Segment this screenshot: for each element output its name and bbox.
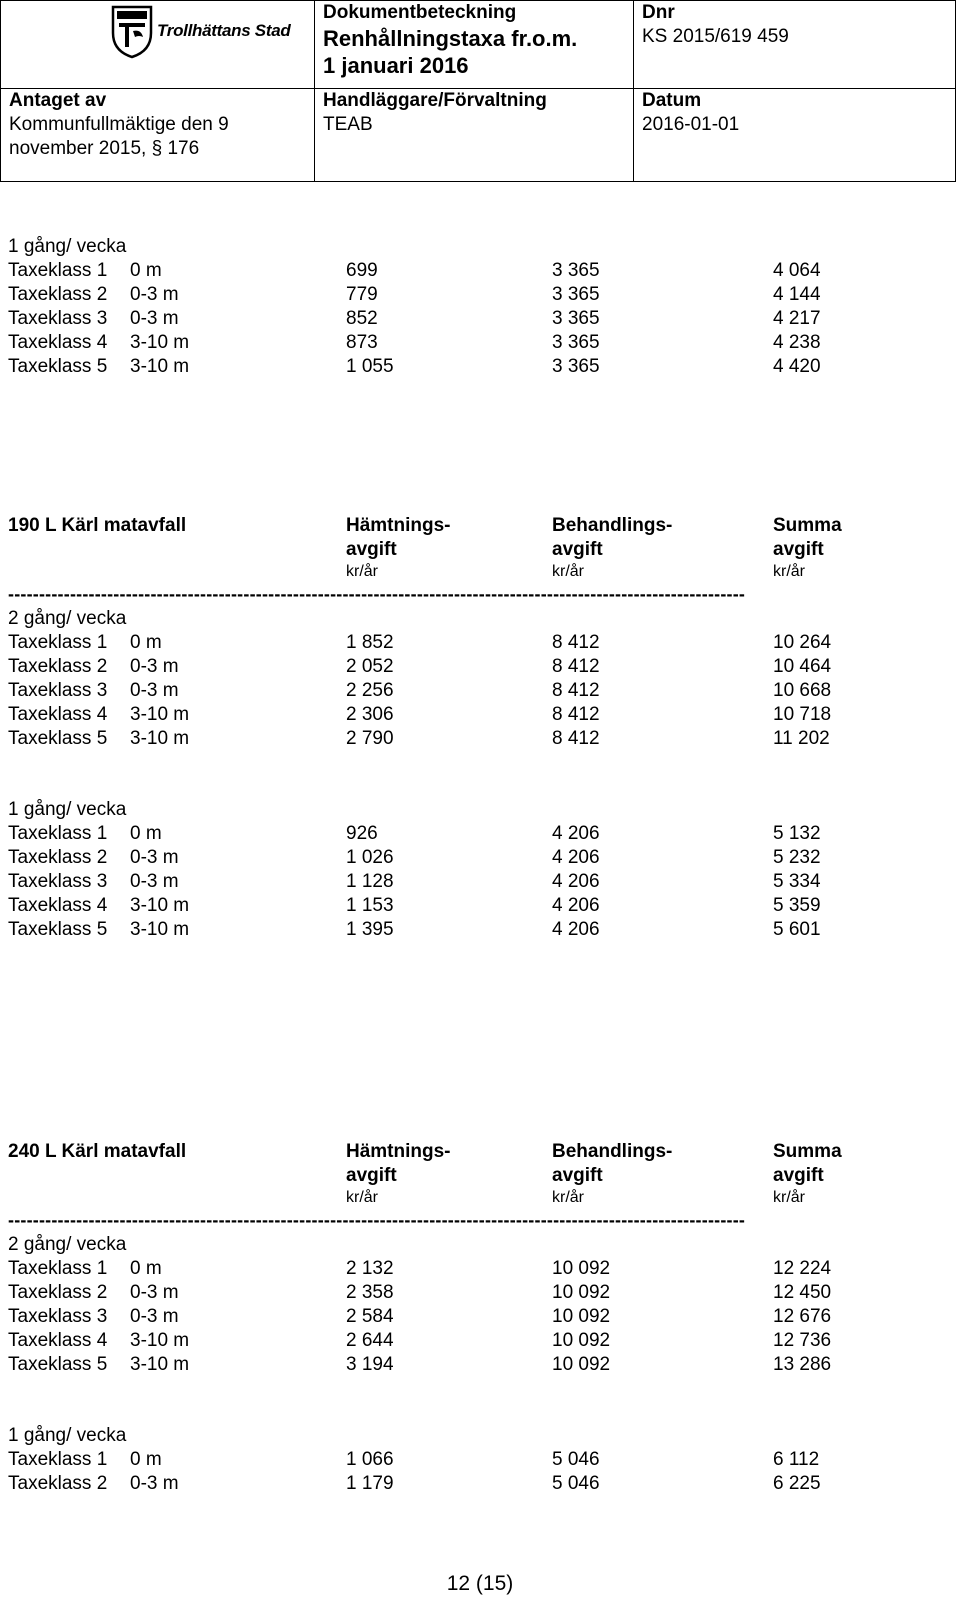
logo-text: Trollhättans Stad xyxy=(157,21,291,40)
total-fee-cell: 4 064 xyxy=(773,260,821,281)
col-header-total: Summa xyxy=(773,515,842,536)
tax-class-cell: Taxeklass 2 xyxy=(8,847,108,868)
total-fee-cell: 4 238 xyxy=(773,332,821,353)
total-fee-cell: 4 420 xyxy=(773,356,821,377)
dashed-divider: ----------------------------------------------------------------------------------------------------------------------- xyxy=(8,1210,746,1230)
dnr-label: Dnr xyxy=(642,2,675,23)
distance-cell: 0-3 m xyxy=(130,1306,179,1327)
collection-fee-cell: 2 052 xyxy=(346,656,394,677)
unit-label: kr/år xyxy=(346,563,378,580)
dashed-divider: ----------------------------------------------------------------------------------------------------------------------- xyxy=(8,584,746,604)
distance-cell: 3-10 m xyxy=(130,895,190,916)
table-row xyxy=(0,703,960,727)
total-fee-cell: 10 718 xyxy=(773,704,832,725)
table-row xyxy=(0,1281,960,1305)
treatment-fee-cell: 5 046 xyxy=(552,1449,600,1470)
total-fee-cell: 10 668 xyxy=(773,680,832,701)
treatment-fee-cell: 8 412 xyxy=(552,680,600,701)
tax-class-cell: Taxeklass 4 xyxy=(8,704,108,725)
total-fee-cell: 12 736 xyxy=(773,1330,832,1351)
distance-cell: 0-3 m xyxy=(130,308,179,329)
table-row xyxy=(0,631,960,655)
tax-class-cell: Taxeklass 5 xyxy=(8,728,108,749)
treatment-fee-cell: 10 092 xyxy=(552,1282,611,1303)
distance-cell: 0 m xyxy=(130,1258,162,1279)
adopted-label: Antaget av xyxy=(9,90,107,111)
collection-fee-cell: 699 xyxy=(346,260,378,281)
tax-class-cell: Taxeklass 1 xyxy=(8,823,108,844)
table-row xyxy=(0,259,960,283)
distance-cell: 0-3 m xyxy=(130,871,179,892)
total-fee-cell: 5 132 xyxy=(773,823,821,844)
tax-class-cell: Taxeklass 4 xyxy=(8,895,108,916)
table-row xyxy=(0,1472,960,1496)
frequency-label: 1 gång/ vecka xyxy=(8,799,127,820)
collection-fee-cell: 1 128 xyxy=(346,871,394,892)
dnr-cell xyxy=(634,1,956,89)
table-row xyxy=(0,307,960,331)
distance-cell: 3-10 m xyxy=(130,1354,190,1375)
col-header-treatment-2: avgift xyxy=(552,539,603,560)
treatment-fee-cell: 3 365 xyxy=(552,260,600,281)
handler-value: TEAB xyxy=(323,114,373,135)
col-header-treatment: Behandlings- xyxy=(552,1141,673,1162)
table-row xyxy=(0,846,960,870)
distance-cell: 0-3 m xyxy=(130,656,179,677)
dnr-value: KS 2015/619 459 xyxy=(642,26,789,47)
total-fee-cell: 12 450 xyxy=(773,1282,832,1303)
distance-cell: 3-10 m xyxy=(130,704,190,725)
unit-label: kr/år xyxy=(552,1189,584,1206)
col-header-treatment: Behandlings- xyxy=(552,515,673,536)
tax-class-cell: Taxeklass 5 xyxy=(8,919,108,940)
tax-class-cell: Taxeklass 4 xyxy=(8,1330,108,1351)
adopted-value-line2: november 2015, § 176 xyxy=(9,138,200,159)
distance-cell: 3-10 m xyxy=(130,332,190,353)
tax-class-cell: Taxeklass 1 xyxy=(8,632,108,653)
treatment-fee-cell: 4 206 xyxy=(552,895,600,916)
treatment-fee-cell: 4 206 xyxy=(552,847,600,868)
collection-fee-cell: 852 xyxy=(346,308,378,329)
total-fee-cell: 4 144 xyxy=(773,284,821,305)
tax-class-cell: Taxeklass 4 xyxy=(8,332,108,353)
table-row xyxy=(0,918,960,942)
collection-fee-cell: 1 395 xyxy=(346,919,394,940)
table-row xyxy=(0,894,960,918)
total-fee-cell: 10 464 xyxy=(773,656,832,677)
collection-fee-cell: 1 066 xyxy=(346,1449,394,1470)
total-fee-cell: 11 202 xyxy=(773,728,830,749)
table-row xyxy=(0,1305,960,1329)
logo xyxy=(109,1,314,61)
table-row xyxy=(0,870,960,894)
treatment-fee-cell: 3 365 xyxy=(552,332,600,353)
handler-label: Handläggare/Förvaltning xyxy=(323,90,547,111)
tax-class-cell: Taxeklass 1 xyxy=(8,1258,108,1279)
page-number: 12 (15) xyxy=(446,1572,514,1595)
col-header-total-2: avgift xyxy=(773,539,824,560)
section-240-units xyxy=(0,1186,960,1210)
table-row xyxy=(0,355,960,379)
treatment-fee-cell: 4 206 xyxy=(552,823,600,844)
tax-class-cell: Taxeklass 3 xyxy=(8,308,108,329)
collection-fee-cell: 2 132 xyxy=(346,1258,394,1279)
collection-fee-cell: 1 055 xyxy=(346,356,394,377)
section-240-header xyxy=(0,1140,960,1164)
col-header-total: Summa xyxy=(773,1141,842,1162)
col-header-treatment-2: avgift xyxy=(552,1165,603,1186)
distance-cell: 0-3 m xyxy=(130,1473,179,1494)
collection-fee-cell: 1 026 xyxy=(346,847,394,868)
document-header xyxy=(0,0,956,182)
collection-fee-cell: 2 644 xyxy=(346,1330,394,1351)
doc-title-cell xyxy=(315,1,634,89)
table-row xyxy=(0,283,960,307)
date-label: Datum xyxy=(642,90,702,111)
logo-cell xyxy=(1,1,315,89)
collection-fee-cell: 1 852 xyxy=(346,632,394,653)
table-row xyxy=(0,331,960,355)
frequency-label: 2 gång/ vecka xyxy=(8,608,127,629)
treatment-fee-cell: 10 092 xyxy=(552,1330,611,1351)
collection-fee-cell: 2 256 xyxy=(346,680,394,701)
treatment-fee-cell: 4 206 xyxy=(552,871,600,892)
section-title: 190 L Kärl matavfall xyxy=(8,515,187,536)
treatment-fee-cell: 8 412 xyxy=(552,632,600,653)
tax-class-cell: Taxeklass 2 xyxy=(8,1473,108,1494)
table-row xyxy=(0,679,960,703)
frequency-label: 1 gång/ vecka xyxy=(8,1425,127,1446)
table-row xyxy=(0,727,960,751)
tax-class-cell: Taxeklass 3 xyxy=(8,871,108,892)
table-row xyxy=(0,1329,960,1353)
frequency-label: 2 gång/ vecka xyxy=(8,1234,127,1255)
distance-cell: 0 m xyxy=(130,632,162,653)
tax-class-cell: Taxeklass 2 xyxy=(8,656,108,677)
table-row xyxy=(0,1257,960,1281)
distance-cell: 0 m xyxy=(130,1449,162,1470)
tax-class-cell: Taxeklass 3 xyxy=(8,680,108,701)
col-header-collection-2: avgift xyxy=(346,539,397,560)
section-190-units xyxy=(0,560,960,584)
total-fee-cell: 13 286 xyxy=(773,1354,832,1375)
date-value: 2016-01-01 xyxy=(642,114,740,135)
collection-fee-cell: 1 153 xyxy=(346,895,394,916)
unit-label: kr/år xyxy=(552,563,584,580)
distance-cell: 0-3 m xyxy=(130,847,179,868)
total-fee-cell: 5 601 xyxy=(773,919,821,940)
unit-label: kr/år xyxy=(346,1189,378,1206)
table-row xyxy=(0,822,960,846)
treatment-fee-cell: 3 365 xyxy=(552,308,600,329)
col-header-collection-2: avgift xyxy=(346,1165,397,1186)
treatment-fee-cell: 4 206 xyxy=(552,919,600,940)
treatment-fee-cell: 3 365 xyxy=(552,356,600,377)
doc-title-line1: Renhållningstaxa fr.o.m. xyxy=(323,26,578,51)
unit-label: kr/år xyxy=(773,1189,805,1206)
collection-fee-cell: 779 xyxy=(346,284,378,305)
tax-class-cell: Taxeklass 1 xyxy=(8,260,108,281)
treatment-fee-cell: 10 092 xyxy=(552,1306,611,1327)
distance-cell: 0 m xyxy=(130,823,162,844)
collection-fee-cell: 873 xyxy=(346,332,378,353)
unit-label: kr/år xyxy=(773,563,805,580)
total-fee-cell: 5 359 xyxy=(773,895,821,916)
tax-class-cell: Taxeklass 1 xyxy=(8,1449,108,1470)
treatment-fee-cell: 8 412 xyxy=(552,728,600,749)
treatment-fee-cell: 8 412 xyxy=(552,704,600,725)
total-fee-cell: 10 264 xyxy=(773,632,832,653)
distance-cell: 0-3 m xyxy=(130,284,179,305)
col-header-total-2: avgift xyxy=(773,1165,824,1186)
total-fee-cell: 5 334 xyxy=(773,871,821,892)
section-190-header xyxy=(0,514,960,538)
tax-class-cell: Taxeklass 3 xyxy=(8,1306,108,1327)
collection-fee-cell: 2 790 xyxy=(346,728,394,749)
total-fee-cell: 6 112 xyxy=(773,1449,820,1470)
table-row xyxy=(0,655,960,679)
total-fee-cell: 12 676 xyxy=(773,1306,832,1327)
collection-fee-cell: 1 179 xyxy=(346,1473,394,1494)
doc-title-line2: 1 januari 2016 xyxy=(323,53,469,78)
date-cell xyxy=(634,89,956,182)
adopted-cell xyxy=(1,89,315,182)
section-240-header-line2 xyxy=(0,1164,960,1188)
tax-class-cell: Taxeklass 2 xyxy=(8,284,108,305)
distance-cell: 0-3 m xyxy=(130,1282,179,1303)
collection-fee-cell: 926 xyxy=(346,823,378,844)
total-fee-cell: 12 224 xyxy=(773,1258,832,1279)
table-row xyxy=(0,1353,960,1377)
collection-fee-cell: 2 584 xyxy=(346,1306,394,1327)
distance-cell: 0 m xyxy=(130,260,162,281)
col-header-collection: Hämtnings- xyxy=(346,1141,451,1162)
collection-fee-cell: 2 358 xyxy=(346,1282,394,1303)
tax-class-cell: Taxeklass 5 xyxy=(8,356,108,377)
treatment-fee-cell: 8 412 xyxy=(552,656,600,677)
distance-cell: 3-10 m xyxy=(130,1330,190,1351)
treatment-fee-cell: 5 046 xyxy=(552,1473,600,1494)
section-190-header-line2 xyxy=(0,538,960,562)
table-row xyxy=(0,1448,960,1472)
distance-cell: 3-10 m xyxy=(130,919,190,940)
total-fee-cell: 6 225 xyxy=(773,1473,821,1494)
section-title: 240 L Kärl matavfall xyxy=(8,1141,187,1162)
treatment-fee-cell: 10 092 xyxy=(552,1354,611,1375)
treatment-fee-cell: 3 365 xyxy=(552,284,600,305)
distance-cell: 3-10 m xyxy=(130,728,190,749)
doc-label: Dokumentbeteckning xyxy=(323,2,517,23)
coat-of-arms-icon xyxy=(109,3,155,59)
tax-class-cell: Taxeklass 2 xyxy=(8,1282,108,1303)
total-fee-cell: 4 217 xyxy=(773,308,821,329)
distance-cell: 0-3 m xyxy=(130,680,179,701)
treatment-fee-cell: 10 092 xyxy=(552,1258,611,1279)
frequency-label: 1 gång/ vecka xyxy=(8,236,127,257)
adopted-value-line1: Kommunfullmäktige den 9 xyxy=(9,114,229,135)
col-header-collection: Hämtnings- xyxy=(346,515,451,536)
tax-class-cell: Taxeklass 5 xyxy=(8,1354,108,1375)
distance-cell: 3-10 m xyxy=(130,356,190,377)
handler-cell xyxy=(315,89,634,182)
collection-fee-cell: 3 194 xyxy=(346,1354,394,1375)
total-fee-cell: 5 232 xyxy=(773,847,821,868)
collection-fee-cell: 2 306 xyxy=(346,704,394,725)
